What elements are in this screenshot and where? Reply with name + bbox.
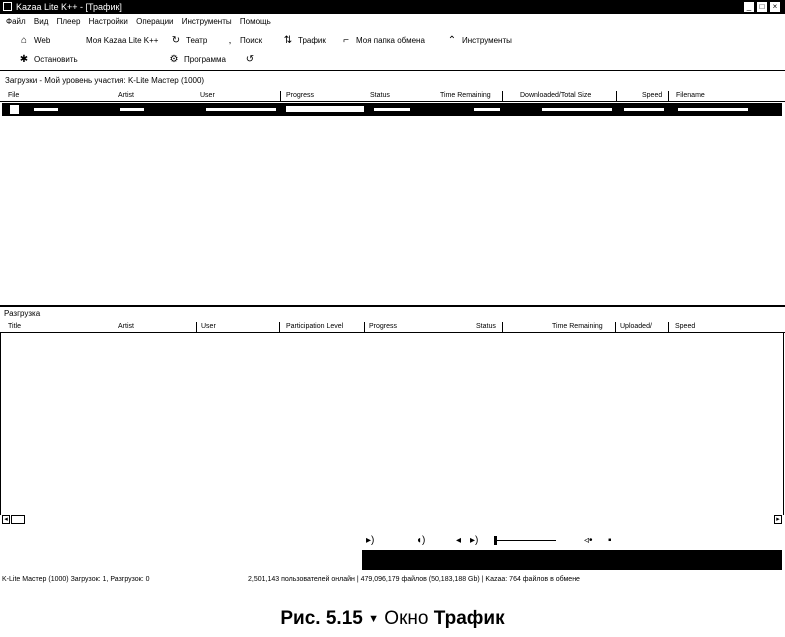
uploads-pane	[0, 307, 785, 529]
seek-thumb[interactable]	[494, 536, 497, 545]
row-cell	[374, 108, 410, 111]
now-playing-bar	[362, 550, 782, 570]
menu-player[interactable]: Плеер	[56, 17, 81, 26]
col-divider[interactable]	[279, 322, 280, 332]
pane-right-border	[783, 333, 784, 515]
secondary-toolbar	[0, 51, 785, 69]
menu-view[interactable]: Вид	[33, 17, 49, 26]
theater-button[interactable]: ↻ Театр	[171, 34, 208, 46]
menu-operations[interactable]: Операции	[136, 17, 174, 26]
theater-icon: ↻	[171, 34, 181, 46]
next-icon[interactable]: ▸)	[470, 535, 479, 546]
col-title[interactable]: Title	[8, 323, 21, 330]
col-divider[interactable]	[502, 91, 503, 101]
col-divider[interactable]	[364, 322, 365, 332]
figure-caption	[0, 608, 785, 630]
menu-file[interactable]: Файл	[6, 17, 26, 26]
uploads-header	[0, 322, 785, 333]
extra-icon-button[interactable]	[244, 53, 260, 67]
row-cell	[678, 108, 748, 111]
figure-number: Рис. 5.15	[280, 608, 363, 629]
caption-word2: Трафик	[433, 608, 505, 629]
scroll-left-icon[interactable]: ◂	[2, 515, 10, 524]
traffic-icon: ⇅	[283, 34, 293, 46]
col-uploaded[interactable]: Uploaded/	[620, 323, 652, 330]
stop-button[interactable]: ✱ Остановить	[19, 53, 78, 65]
tools-icon: ⌃	[447, 34, 457, 46]
col-participation[interactable]: Participation Level	[286, 323, 344, 330]
shared-folder-button[interactable]: ⌐ Моя папка обмена	[340, 34, 425, 48]
row-cell	[206, 108, 276, 111]
col-divider[interactable]	[615, 322, 616, 332]
status-left: K-Lite Мастер (1000) Загрузок: 1, Разгрузок: 0	[2, 576, 150, 583]
downloads-pane	[0, 70, 785, 307]
menu-tools[interactable]: Инструменты	[181, 17, 232, 26]
col-speed[interactable]: Speed	[675, 323, 696, 330]
row-cell	[120, 108, 144, 111]
mute-icon[interactable]: ▪	[608, 535, 612, 546]
progress-bar	[286, 106, 364, 112]
row-cell	[542, 108, 612, 111]
minimize-button[interactable]: _	[744, 2, 754, 12]
app-icon[interactable]	[3, 2, 12, 11]
previous-icon[interactable]: ◂	[456, 535, 462, 546]
volume-icon[interactable]: ◃•	[584, 535, 593, 546]
row-cell	[474, 108, 500, 111]
downloads-header	[0, 91, 785, 102]
stop-play-icon[interactable]: ◖)	[416, 535, 426, 546]
search-button[interactable]: ‚ Поиск	[224, 34, 262, 48]
uploads-title: Разгрузка	[4, 309, 41, 318]
col-downloaded[interactable]: Downloaded/Total Size	[520, 92, 592, 99]
col-speed[interactable]: Speed	[642, 92, 663, 99]
player-controls	[366, 534, 626, 548]
horizontal-scrollbar[interactable]	[0, 515, 785, 525]
file-type-icon	[10, 105, 19, 114]
col-divider[interactable]	[196, 322, 197, 332]
caption-word1: Окно	[384, 608, 429, 629]
tools-button[interactable]: ⌃ Инструменты	[447, 34, 512, 46]
traffic-button[interactable]: ⇅ Трафик	[283, 34, 326, 46]
downloads-title: Загрузки - Мой уровень участия: K-Lite Мастер (1000)	[5, 76, 205, 85]
main-toolbar	[0, 30, 785, 50]
row-cell	[624, 108, 664, 111]
col-filename[interactable]: Filename	[676, 92, 705, 99]
col-user[interactable]: User	[200, 92, 215, 99]
col-divider[interactable]	[616, 91, 617, 101]
seek-slider[interactable]	[494, 540, 556, 541]
search-icon: ‚	[228, 34, 232, 46]
maximize-button[interactable]: □	[757, 2, 767, 12]
my-kazaa-button[interactable]: Моя Kazaa Lite K++	[86, 36, 159, 45]
col-user[interactable]: User	[201, 323, 216, 330]
close-button[interactable]: ×	[770, 2, 780, 12]
web-button[interactable]: ⌂ Web	[18, 34, 50, 48]
title-bar	[0, 0, 785, 14]
web-icon: ⌂	[20, 34, 28, 46]
col-divider[interactable]	[668, 91, 669, 101]
col-divider[interactable]	[668, 322, 669, 332]
col-file[interactable]: File	[8, 92, 20, 99]
menu-help[interactable]: Помощь	[239, 17, 271, 26]
menu-settings[interactable]: Настройки	[88, 17, 128, 26]
status-right: 2,501,143 пользователей онлайн | 479,096,179 файлов (50,183,188 Gb) | Kazaa: 764 файлов в обмене	[248, 576, 580, 583]
col-status[interactable]: Status	[476, 323, 496, 330]
window-title: Kazaa Lite K++ - [Трафик]	[16, 2, 122, 12]
col-status[interactable]: Status	[370, 92, 390, 99]
refresh-icon: ↺	[245, 53, 255, 65]
scroll-right-icon[interactable]: ▸	[774, 515, 782, 524]
col-time-remaining[interactable]: Time Remaining	[552, 323, 603, 330]
download-row-selected[interactable]	[2, 103, 782, 116]
program-icon: ⚙	[169, 53, 179, 65]
scroll-thumb[interactable]	[11, 515, 25, 524]
row-cell	[34, 108, 58, 111]
col-progress[interactable]: Progress	[286, 92, 315, 99]
col-artist[interactable]: Artist	[118, 323, 134, 330]
col-artist[interactable]: Artist	[118, 92, 134, 99]
stop-icon: ✱	[19, 53, 29, 65]
pane-left-border	[0, 333, 1, 515]
col-divider[interactable]	[280, 91, 281, 101]
caption-marker-icon: ▼	[368, 612, 380, 625]
program-button[interactable]: ⚙ Программа	[169, 53, 226, 65]
col-time-remaining[interactable]: Time Remaining	[440, 92, 491, 99]
col-divider[interactable]	[502, 322, 503, 332]
folder-icon: ⌐	[343, 34, 349, 46]
col-progress[interactable]: Progress	[369, 323, 398, 330]
play-icon[interactable]: ▸)	[366, 535, 375, 546]
status-bar	[0, 574, 785, 586]
menu-bar	[0, 15, 785, 29]
